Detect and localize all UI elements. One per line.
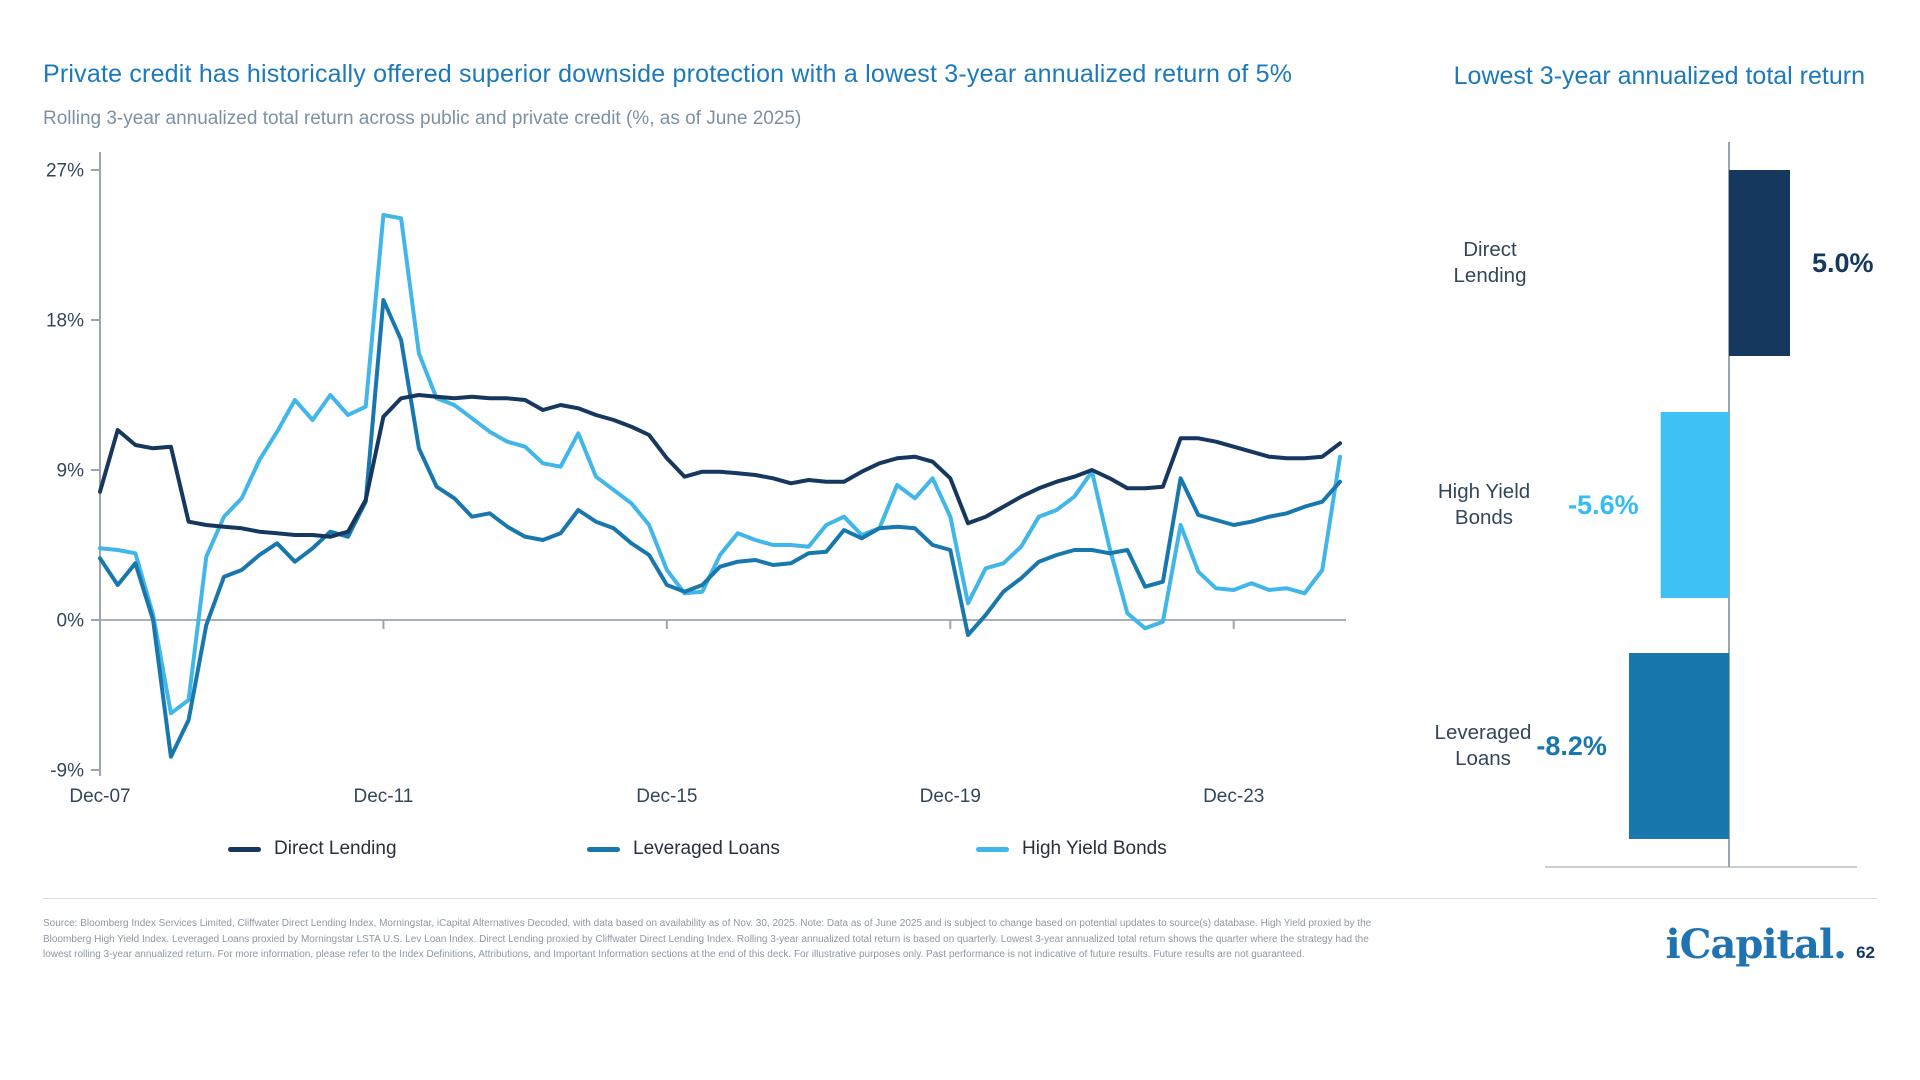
legend-swatch	[228, 847, 261, 852]
icapital-logo: iCapital.	[1665, 921, 1847, 968]
bar-chart-title: Lowest 3-year annualized total return	[1453, 62, 1865, 90]
svg-text:Dec-19: Dec-19	[919, 786, 981, 807]
legend-swatch	[976, 847, 1009, 852]
legend-item-direct-lending	[228, 838, 397, 860]
svg-text:Dec-15: Dec-15	[636, 786, 698, 807]
rolling-return-line-chart	[0, 140, 1360, 830]
legend-item-high-yield-bonds	[976, 838, 1167, 860]
svg-text:-5.6%: -5.6%	[1568, 490, 1639, 520]
svg-text:Dec-11: Dec-11	[353, 786, 414, 807]
footer-divider	[43, 898, 1877, 899]
lowest-return-bar-chart	[1390, 115, 1920, 895]
svg-text:Dec-07: Dec-07	[69, 786, 131, 807]
chart-subtitle: Rolling 3-year annualized total return across public and private credit (%, as of June 2025)	[43, 108, 802, 129]
svg-text:-9%: -9%	[50, 760, 84, 782]
svg-text:18%: 18%	[45, 310, 84, 332]
legend-swatch	[587, 847, 620, 852]
svg-text:DirectLending: Direct Lending	[1453, 238, 1527, 287]
svg-text:27%: 27%	[45, 160, 84, 182]
legend-item-leveraged-loans	[587, 838, 780, 860]
source-disclaimer: Source: Bloomberg Index Services Limited, Cliffwater Direct Lending Index, Morningstar, iCapital Alternatives Decoded, with data based on availability as of Nov. 30, 2025. Note: Data as of June 2025 and is subject to change based on potential updates to source(s) database. High Yield proxied by the Bloomberg High Yield Index. Leveraged Loans proxied by Morningstar LSTA U.S. Lev Loan Index. Direct Lending proxied by Cliffwater Direct Lending Index. Rolling 3-year annualized total return is based on quarterly. Lowest 3-year annualized total return shows the quarter where the strategy had the lowest rolling 3-year annualized return. For more information, please refer to the Index Definitions, Attributions, and Important Information sections at the end of this deck. For illustrative purposes only. Past performance is not indicative of future results. Future results are not guaranteed.	[43, 918, 1372, 960]
svg-text:-8.2%: -8.2%	[1536, 731, 1607, 761]
page-number: 62	[1856, 943, 1875, 962]
chart-legend	[0, 838, 1360, 864]
svg-text:0%: 0%	[56, 610, 84, 632]
svg-text:9%: 9%	[56, 460, 84, 482]
page-title: Private credit has historically offered superior downside protection with a lowest 3-year annualized return of 5%	[43, 60, 1293, 88]
svg-text:Dec-23: Dec-23	[1203, 786, 1265, 807]
legend-label: Direct Lending	[274, 838, 397, 859]
legend-label: Leveraged Loans	[633, 838, 780, 859]
legend-label: High Yield Bonds	[1022, 838, 1167, 859]
svg-text:5.0%: 5.0%	[1812, 248, 1874, 278]
svg-text:High YieldBonds: High Yield Bonds	[1437, 480, 1531, 529]
brand-footer	[1665, 921, 1875, 968]
svg-text:LeveragedLoans: Leveraged Loans	[1434, 721, 1532, 770]
